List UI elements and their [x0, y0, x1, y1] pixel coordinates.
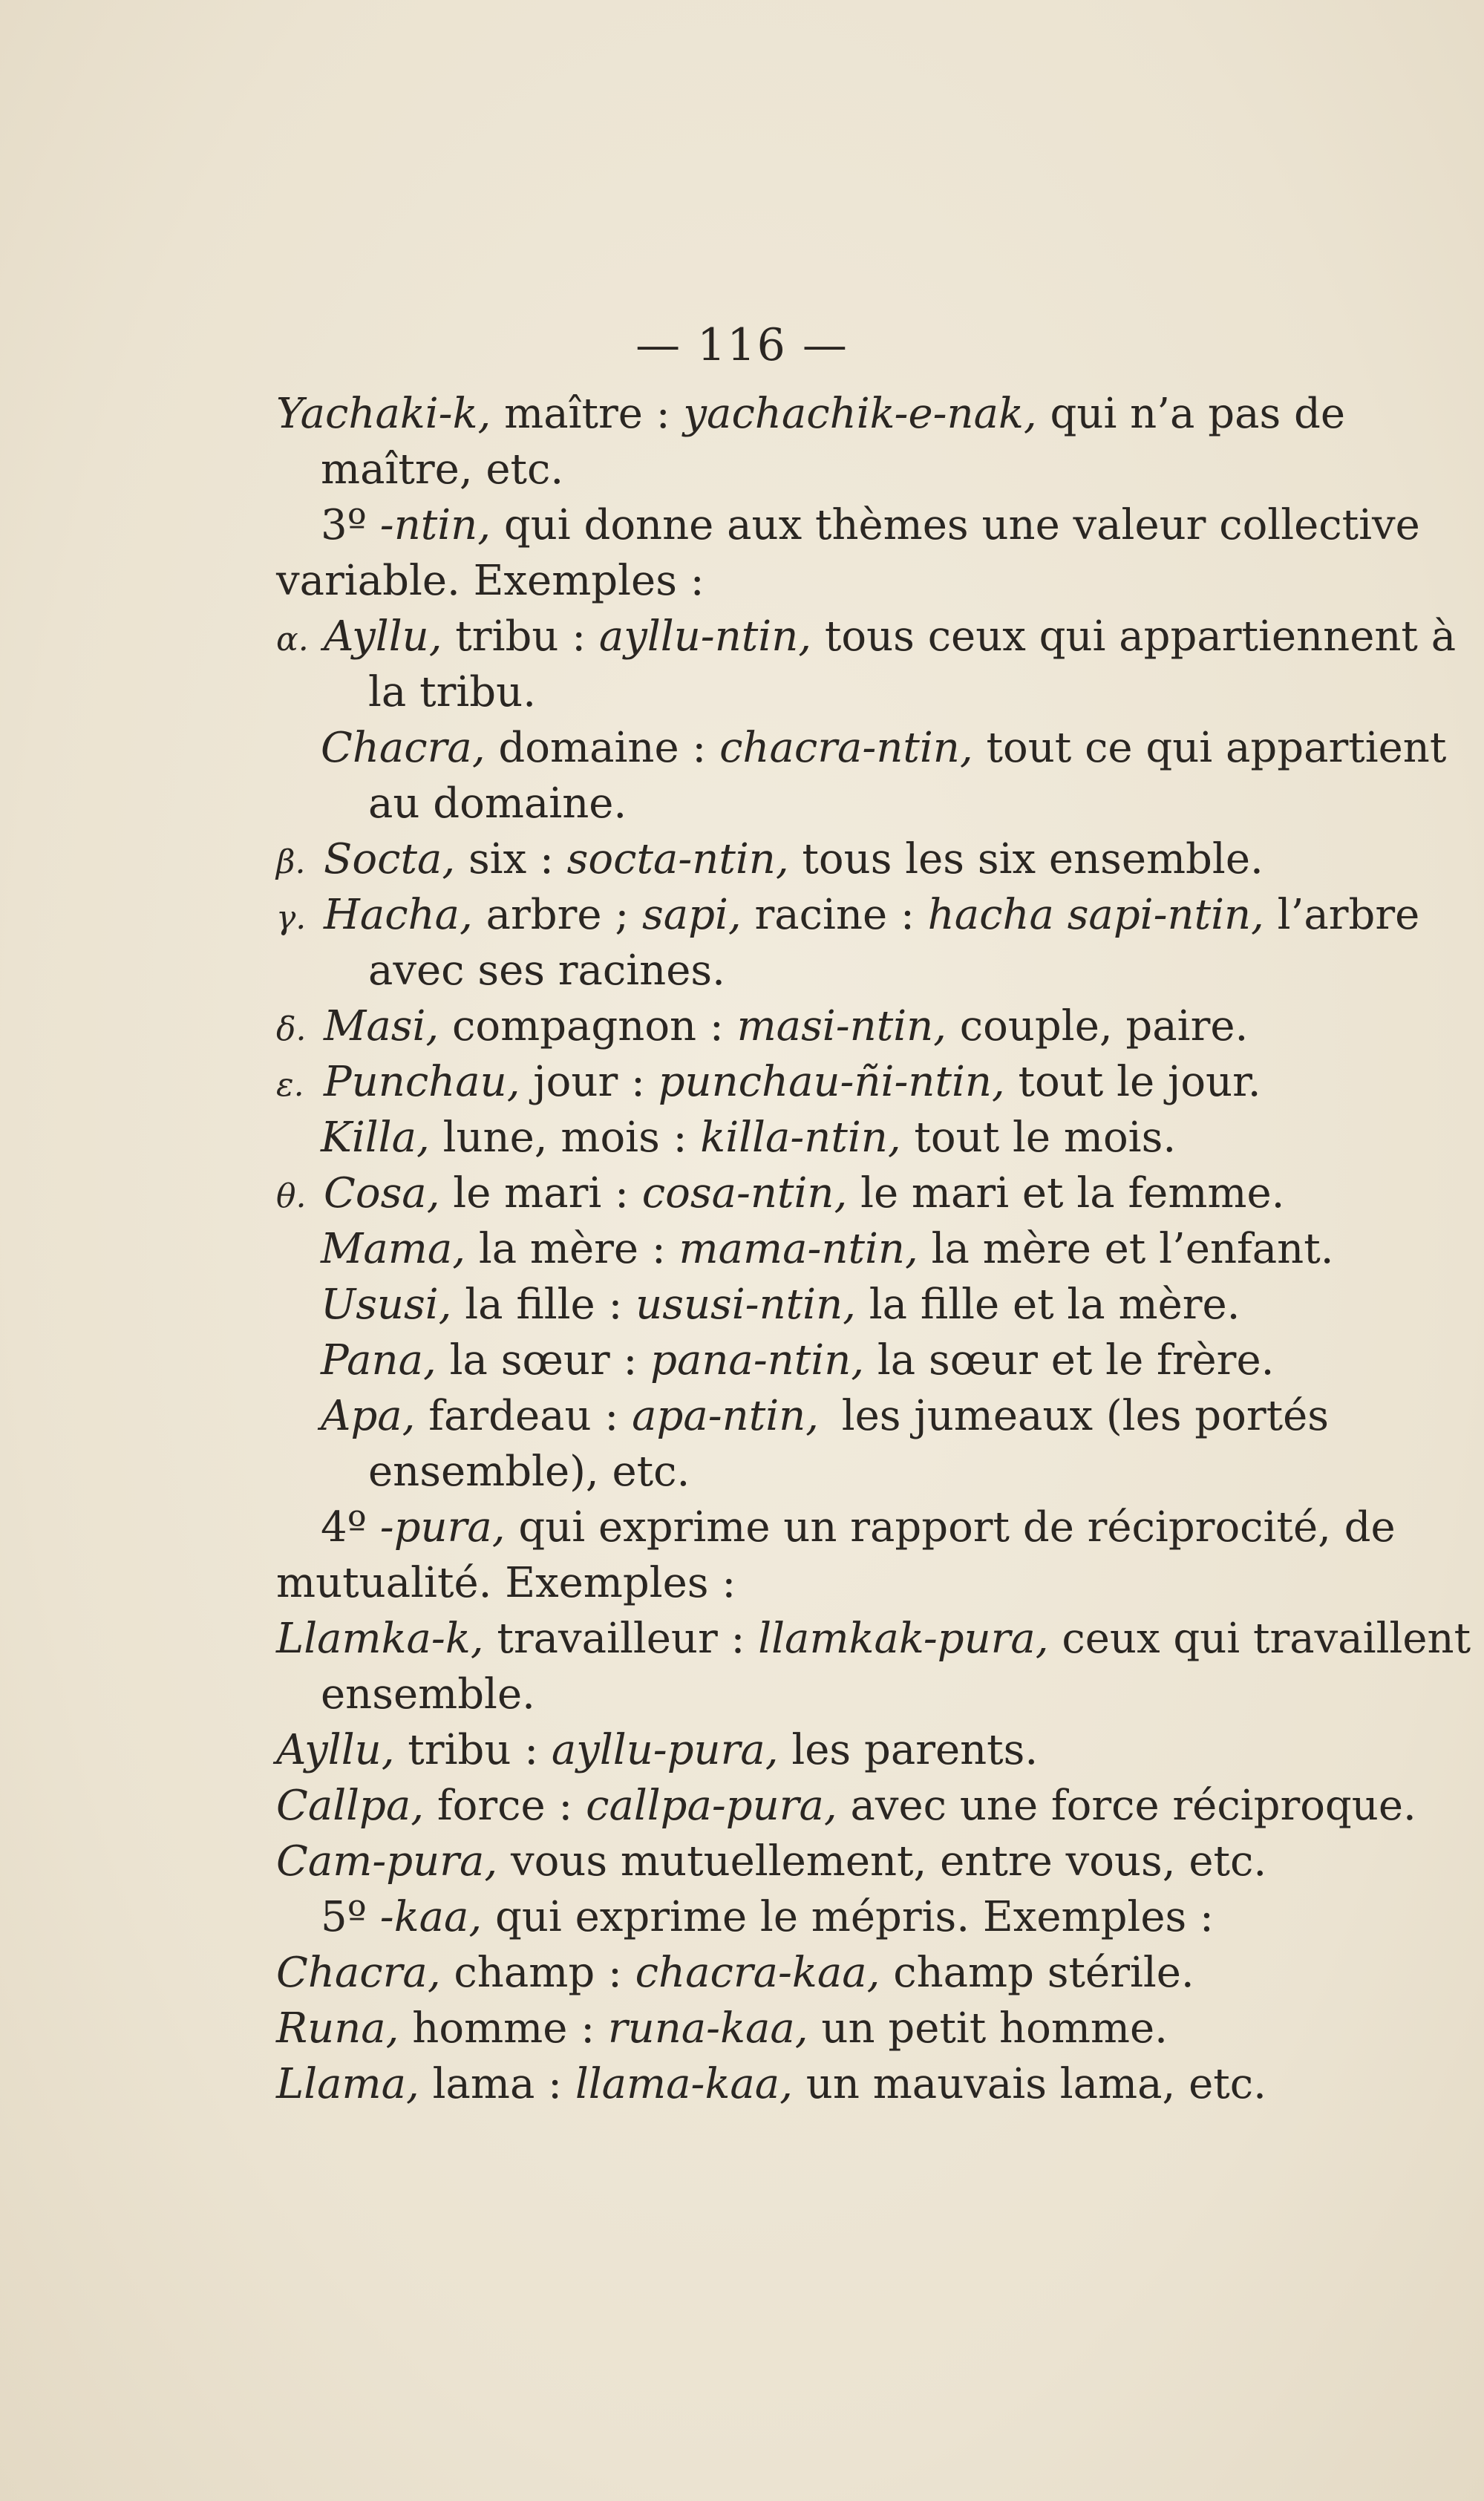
body-text — [276, 386, 1471, 2112]
text-line: 5º -kaa, qui exprime le mépris. Exemples : — [321, 1893, 1214, 1941]
item-label: α. — [276, 621, 309, 658]
text-line: variable. Exemples : — [276, 557, 705, 605]
text-line: ensemble), etc. — [368, 1448, 690, 1496]
item-label: θ. — [276, 1177, 307, 1215]
item-label: ε. — [276, 1066, 304, 1104]
text-line: au domaine. — [368, 779, 627, 828]
text-line: Llamka-k, travailleur : llamkak-pura, ceux qui travaillent — [276, 1615, 1471, 1663]
text-line: 4º -pura, qui exprime un rapport de réciprocité, de — [321, 1503, 1396, 1552]
page-number: — 116 — — [635, 319, 849, 371]
text-line: maître, etc. — [321, 445, 564, 494]
text-line: mutualité. Exemples : — [276, 1559, 736, 1607]
text-line: Pana, la sœur : pana-ntin, la sœur et le frère. — [321, 1336, 1275, 1384]
text-line: Mama, la mère : mama-ntin, la mère et l’enfant. — [321, 1225, 1334, 1273]
text-line: 3º -ntin, qui donne aux thèmes une valeur collective — [321, 501, 1420, 549]
text-line: α. Ayllu, tribu : ayllu-ntin, tous ceux qui appartiennent à — [276, 609, 1329, 664]
text-line: Llama, lama : llama-kaa, un mauvais lama, etc. — [276, 2060, 1266, 2108]
text-line: Ayllu, tribu : ayllu-pura, les parents. — [276, 1726, 1039, 1774]
text-line: Apa, fardeau : apa-ntin, les jumeaux (les portés — [321, 1392, 1329, 1440]
text-line: avec ses racines. — [368, 947, 725, 995]
text-line: Runa, homme : runa-kaa, un petit homme. — [276, 2004, 1168, 2053]
text-line: Yachaki-k, maître : yachachik-e-nak, qui n’a pas de — [276, 390, 1345, 438]
text-line: δ. Masi, compagnon : masi-ntin, couple, paire. — [276, 998, 1329, 1054]
text-line: Ususi, la fille : ususi-ntin, la fille et la mère. — [321, 1281, 1241, 1329]
text-line: Chacra, champ : chacra-kaa, champ stérile. — [276, 1949, 1194, 1997]
text-line: Killa, lune, mois : killa-ntin, tout le mois. — [321, 1114, 1177, 1162]
item-label: γ. — [276, 899, 307, 937]
text-line: Callpa, force : callpa-pura, avec une force réciproque. — [276, 1782, 1416, 1830]
text-line: Chacra, domaine : chacra-ntin, tout ce qui appartient — [321, 724, 1447, 772]
text-line: ensemble. — [321, 1670, 535, 1719]
text-line: Cam-pura, vous mutuellement, entre vous, etc. — [276, 1837, 1267, 1886]
text-line: θ. Cosa, le mari : cosa-ntin, le mari et la femme. — [276, 1166, 1329, 1221]
text-line: γ. Hacha, arbre ; sapi, racine : hacha sapi-ntin, l’arbre — [276, 887, 1329, 943]
item-label: δ. — [276, 1010, 307, 1048]
text-line: ε. Punchau, jour : punchau-ñi-ntin, tout le jour. — [276, 1054, 1329, 1110]
text-line: la tribu. — [368, 668, 536, 716]
text-line: β. Socta, six : socta-ntin, tous les six ensemble. — [276, 831, 1329, 887]
item-label: β. — [276, 843, 306, 881]
